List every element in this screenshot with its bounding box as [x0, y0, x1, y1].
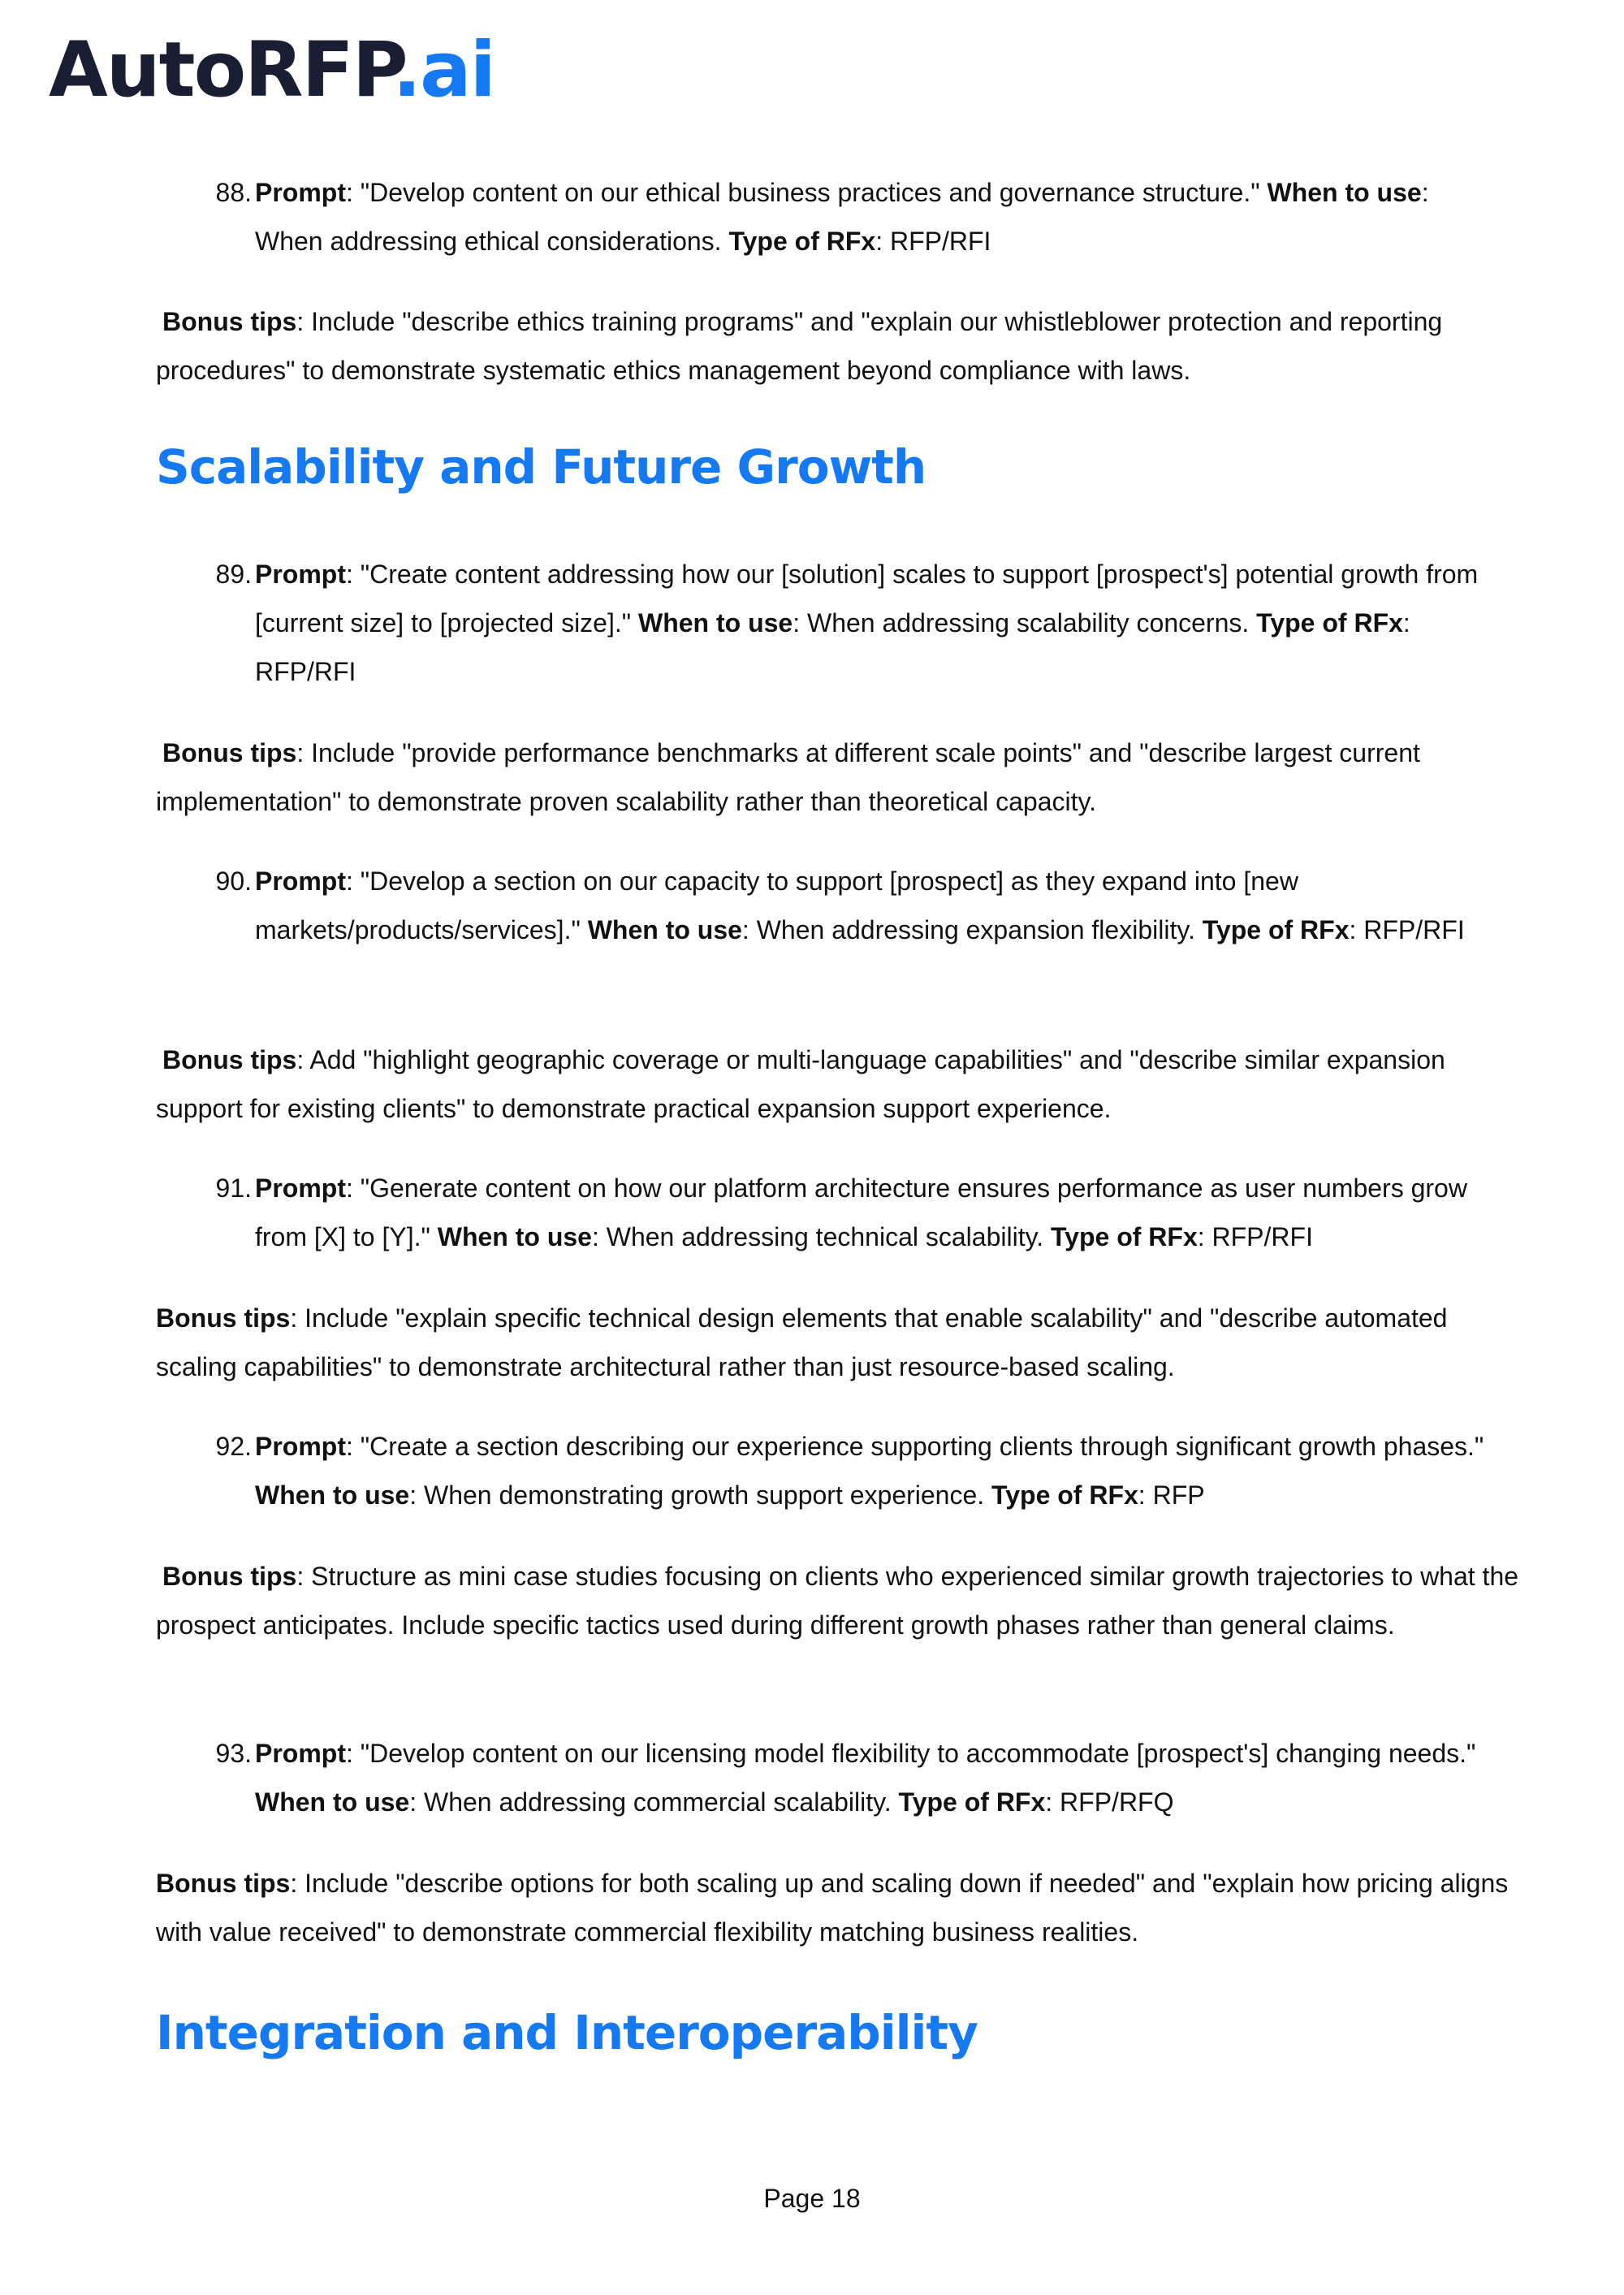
bonus-tips-text: : Include "provide performance benchmarks at different scale points" and "describe largest current implementation" to demonstrate proven scalability rather than theoretical capacity.: [156, 738, 1420, 816]
when-to-use-label: When to use: [255, 1787, 410, 1817]
when-to-use-label: When to use: [255, 1480, 410, 1510]
bonus-tip: [156, 728, 1520, 826]
bonus-tips-text: : Include "explain specific technical design elements that enable scalability" and "describe automated scaling capabilities" to demonstrate architectural rather than just resource-based scaling.: [156, 1303, 1448, 1381]
bonus-tips-label: Bonus tips: [162, 1045, 297, 1074]
prompt-label: Prompt: [255, 1739, 346, 1768]
bonus-tips-label: Bonus tips: [162, 1562, 297, 1591]
when-to-use-text: : When addressing expansion flexibility.: [741, 915, 1203, 944]
item-number: 89.: [215, 560, 252, 589]
prompt-text: : "Develop content on our licensing model flexibility to accommodate [prospect's] changing needs.": [346, 1739, 1476, 1768]
type-of-rfx-label: Type of RFx: [1256, 608, 1403, 638]
when-to-use-label: When to use: [638, 608, 793, 638]
prompt-label: Prompt: [255, 1432, 346, 1461]
section-heading-scalability: Scalability and Future Growth: [156, 439, 926, 495]
when-to-use-label: When to use: [1267, 178, 1422, 207]
prompt-item: [156, 857, 1496, 954]
prompt-item: [156, 1729, 1496, 1826]
type-of-rfx-label: Type of RFx: [1202, 915, 1350, 944]
type-of-rfx-text: : RFP/RFI: [255, 608, 1410, 686]
item-number: 92.: [215, 1432, 252, 1461]
item-body: [255, 1422, 1496, 1519]
prompt-label: Prompt: [255, 1173, 346, 1203]
item-body: [255, 857, 1496, 954]
item-body: [255, 1164, 1496, 1261]
prompt-item: [156, 550, 1496, 696]
bonus-tips-text: : Structure as mini case studies focusing on clients who experienced similar growth trajectories to what the prospect anticipates. Include specific tactics used during different growth phases rather than general claims.: [156, 1562, 1519, 1640]
type-of-rfx-text: : RFP/RFQ: [1045, 1787, 1174, 1817]
type-of-rfx-text: : RFP/RFI: [1197, 1222, 1313, 1251]
type-of-rfx-label: Type of RFx: [898, 1787, 1046, 1817]
item-body: [255, 1729, 1496, 1826]
type-of-rfx-label: Type of RFx: [728, 227, 876, 256]
item-number: 88.: [215, 178, 252, 207]
type-of-rfx-text: : RFP/RFI: [875, 227, 991, 256]
bonus-tip: [156, 1035, 1520, 1133]
prompt-item: [156, 168, 1496, 266]
section-heading-integration: Integration and Interoperability: [156, 2005, 978, 2060]
when-to-use-text: : When addressing ethical considerations.: [255, 178, 1429, 256]
logo-accent-text: .ai: [392, 26, 495, 115]
bonus-tip: [156, 1859, 1520, 1956]
bonus-tip: [156, 1552, 1520, 1649]
item-body: [255, 550, 1496, 696]
logo-main-text: AutoRFP: [49, 26, 393, 115]
type-of-rfx-text: : RFP: [1138, 1480, 1205, 1510]
prompt-text: : "Develop content on our ethical business practices and governance structure.": [346, 178, 1268, 207]
bonus-tips-text: : Add "highlight geographic coverage or multi-language capabilities" and "describe similar expansion support for existing clients" to demonstrate practical expansion support experience.: [156, 1045, 1445, 1123]
prompt-text: : "Generate content on how our platform architecture ensures performance as user numbers grow from [X] to [Y].": [255, 1173, 1467, 1251]
bonus-tip: [156, 297, 1520, 395]
prompt-label: Prompt: [255, 867, 346, 896]
page-number: Page 18: [763, 2184, 861, 2213]
type-of-rfx-label: Type of RFx: [991, 1480, 1138, 1510]
item-number: 93.: [215, 1739, 252, 1768]
item-number: 91.: [215, 1173, 252, 1203]
autorfp-logo: [49, 26, 495, 115]
when-to-use-text: : When addressing scalability concerns.: [793, 608, 1257, 638]
bonus-tips-text: : Include "describe ethics training programs" and "explain our whistleblower protection and reporting procedures" to demonstrate systematic ethics management beyond compliance with laws.: [156, 307, 1443, 385]
prompt-text: : "Develop a section on our capacity to support [prospect] as they expand into [new markets/products/services].": [255, 867, 1298, 944]
when-to-use-text: : When demonstrating growth support experience.: [409, 1480, 992, 1510]
bonus-tip: [156, 1294, 1520, 1391]
prompt-text: : "Create content addressing how our [solution] scales to support [prospect's] potential growth from [current size] to [projected size].": [255, 560, 1479, 638]
prompt-text: : "Create a section describing our experience supporting clients through significant growth phases.": [346, 1432, 1484, 1461]
item-body: [255, 168, 1496, 266]
bonus-tips-text: : Include "describe options for both scaling up and scaling down if needed" and "explain how pricing aligns with value received" to demonstrate commercial flexibility matching business realities.: [156, 1869, 1509, 1947]
bonus-tips-label: Bonus tips: [156, 1869, 291, 1898]
type-of-rfx-label: Type of RFx: [1050, 1222, 1198, 1251]
item-number: 90.: [215, 867, 252, 896]
bonus-tips-label: Bonus tips: [162, 307, 297, 336]
bonus-tips-label: Bonus tips: [156, 1303, 291, 1333]
prompt-item: [156, 1422, 1496, 1519]
bonus-tips-label: Bonus tips: [162, 738, 297, 767]
prompt-item: [156, 1164, 1496, 1261]
prompt-label: Prompt: [255, 560, 346, 589]
when-to-use-text: : When addressing commercial scalability.: [409, 1787, 899, 1817]
when-to-use-label: When to use: [587, 915, 742, 944]
prompt-label: Prompt: [255, 178, 346, 207]
type-of-rfx-text: : RFP/RFI: [1349, 915, 1465, 944]
when-to-use-label: When to use: [437, 1222, 592, 1251]
when-to-use-text: : When addressing technical scalability.: [591, 1222, 1051, 1251]
